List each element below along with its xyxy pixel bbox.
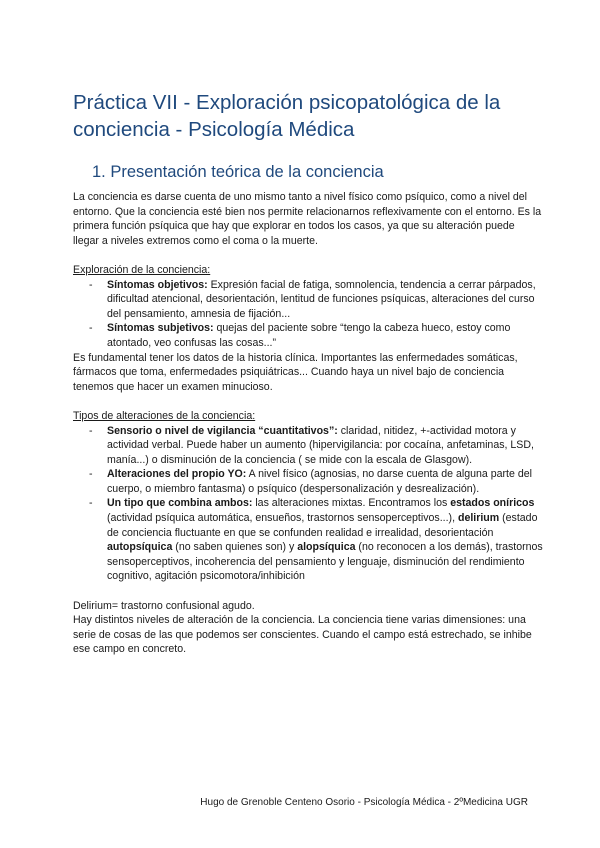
delirium-definition: Delirium= trastorno confusional agudo. [73, 599, 255, 612]
page-footer: Hugo de Grenoble Centeno Osorio - Psicología Médica - 2ºMedicina UGR [200, 797, 528, 808]
list-item [73, 278, 543, 322]
list-item [73, 467, 543, 496]
item-text: quejas del paciente sobre “tengo la cabeza hueco, estoy como atontado, veo confusas las cosas...” [107, 322, 511, 349]
item-text: las alteraciones mixtas. Encontramos los [252, 497, 451, 510]
list-dash: - [89, 278, 93, 291]
item-bold-label: Alteraciones del propio YO: [107, 468, 247, 481]
page-title: Práctica VII - Exploración psicopatológica de la conciencia - Psicología Médica [73, 91, 501, 141]
list-dash: - [89, 468, 93, 481]
item-bold-label: Un tipo que combina ambos: [107, 497, 253, 510]
item-bold-term: alopsíquica [297, 541, 356, 554]
exploracion-heading: Exploración de la conciencia: [73, 263, 211, 276]
section-heading: 1. Presentación teórica de la conciencia [92, 163, 384, 181]
list-item [73, 321, 543, 350]
item-text: (no saben quienes son) y [172, 541, 298, 554]
intro-paragraph: La conciencia es darse cuenta de uno mismo tanto a nivel físico como psíquico, como a nivel del entorno. Que la conciencia esté bien nos permite relacionarnos reflexivamente con el entorno. Es la primera función psíquica que hay que explorar en todos los casos, ya que su alteración puede llegar a niveles extremos como el coma o la muerte. [73, 191, 542, 247]
tipos-heading: Tipos de alteraciones de la conciencia: [73, 409, 256, 422]
item-bold-term: estados oníricos [450, 497, 535, 510]
item-text: claridad, nitidez, +-actividad motora y actividad verbal. Puede haber un aumento (hipervigilancia: por cocaína, anfetaminas, LSD, manía...) o disminución de la conciencia ( se mide con la escala de Glasgow). [107, 424, 534, 466]
item-text: A nivel físico (agnosias, no darse cuenta de alguna parte del cuerpo, o miembro fantasma) o psíquico (despersonalización y desrealización). [107, 468, 532, 495]
item-bold-label: Síntomas objetivos: [107, 278, 208, 291]
item-bold-label: Sensorio o nivel de vigilancia “cuantitativos”: [107, 424, 338, 437]
item-text: Expresión facial de fatiga, somnolencia, tendencia a cerrar párpados, dificultad atencional, desorientación, lentitud de funciones psíquicas, alteraciones del curso del pensamiento, amnesia de fijación... [107, 278, 536, 320]
list-item [73, 496, 543, 584]
item-text: (estado de conciencia fluctuante en que se confunden realidad e irrealidad, desorientación [107, 512, 538, 539]
tipos-list [73, 424, 543, 585]
list-dash: - [89, 322, 93, 335]
item-bold-term: delirium [457, 512, 500, 525]
item-text: (no reconocen a los demás), trastornos sensoperceptivos, incoherencia del pensamiento y lenguaje, disminución del rendimiento cognitivo, agitación psicomotora/inhibición [107, 541, 543, 583]
closing-paragraph: Hay distintos niveles de alteración de la conciencia. La conciencia tiene varias dimensiones: una serie de cosas de las que podemos ser conscientes. Cuando el campo está estrechado, se inhibe ese campo en concreto. [73, 614, 532, 656]
list-item [73, 424, 543, 468]
item-bold-term: autopsíquica [107, 541, 173, 554]
exploracion-list [73, 278, 543, 351]
document-body [73, 190, 543, 657]
list-dash: - [89, 497, 93, 510]
list-dash: - [89, 424, 93, 437]
item-text: (actividad psíquica automática, ensueños, trastornos sensoperceptivos...), [107, 512, 458, 525]
item-bold-label: Síntomas subjetivos: [107, 322, 214, 335]
exploracion-after-paragraph: Es fundamental tener los datos de la historia clínica. Importantes las enfermedades somáticas, fármacos que toma, enfermedades psiquiátricas... Cuando haya un nivel bajo de conciencia tenemos que hacer un examen minucioso. [73, 351, 518, 393]
